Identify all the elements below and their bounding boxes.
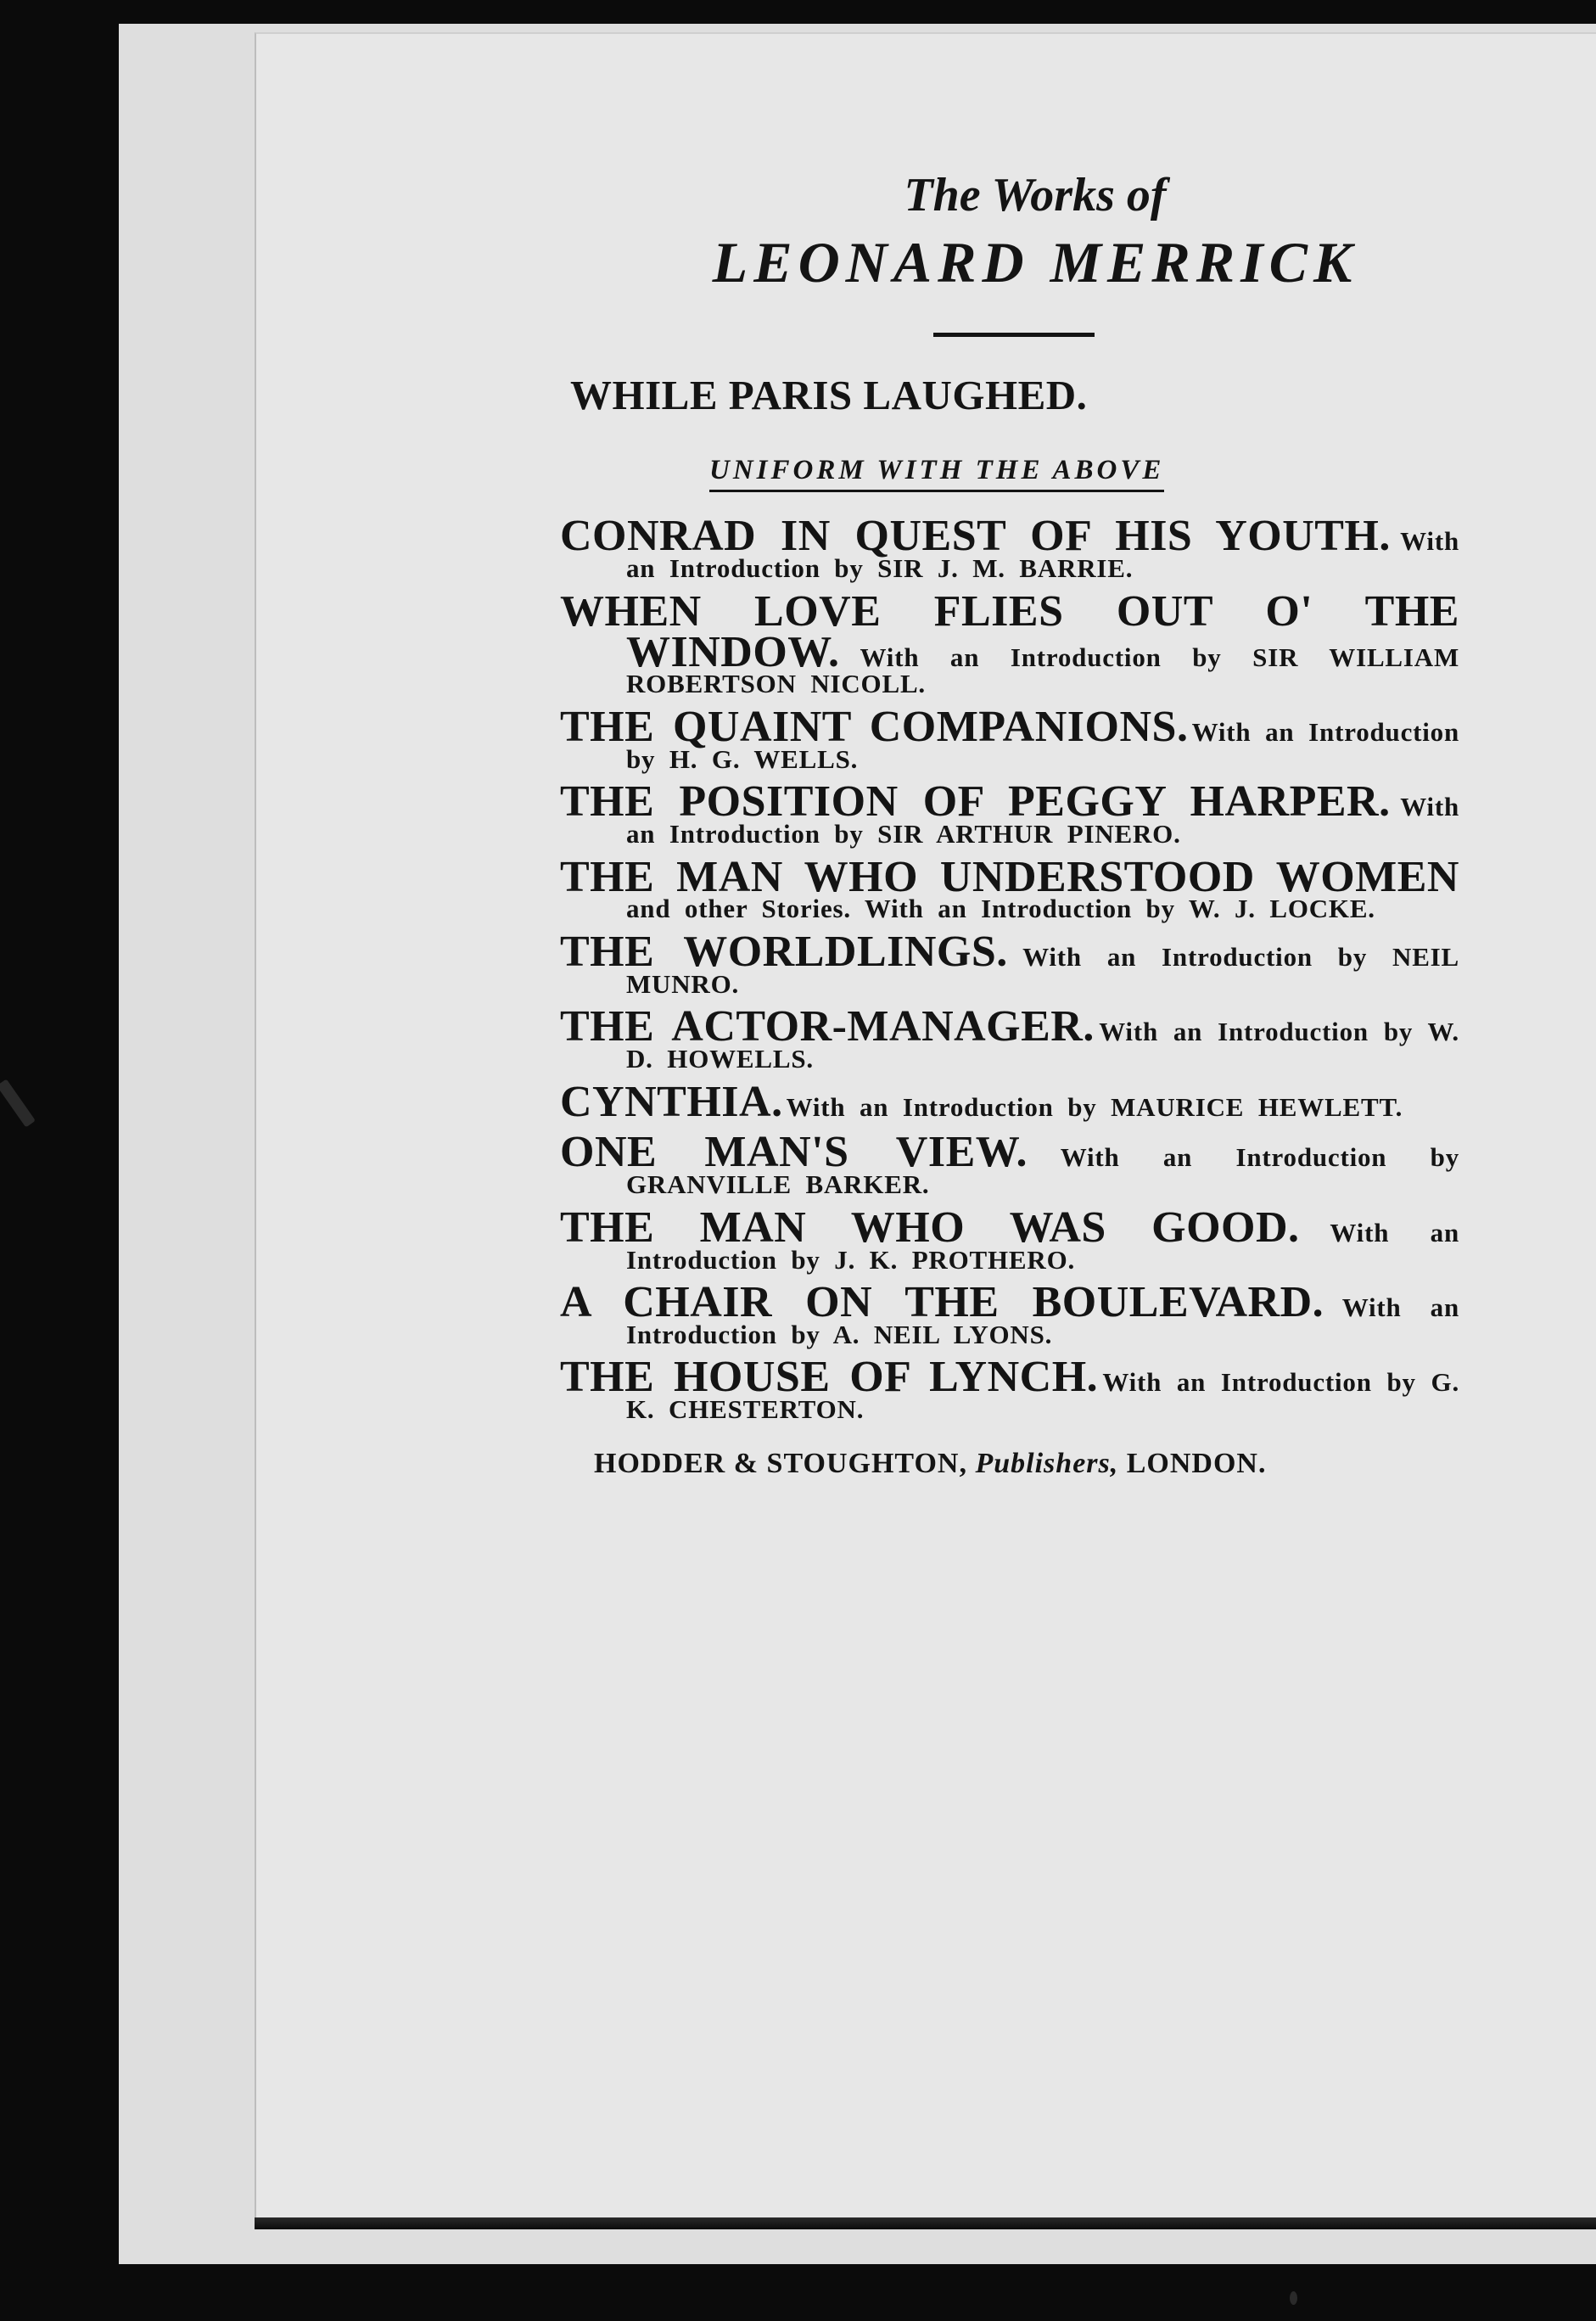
book-entry (560, 1278, 1459, 1349)
book-introduction: With an Introduction by GRANVILLE BARKER. (626, 1142, 1459, 1200)
book-title: WHEN LOVE FLIES OUT O' THE WINDOW. (560, 586, 1459, 676)
advertisement-page (560, 170, 1459, 1480)
author-name: LEONARD MERRICK (712, 229, 1358, 294)
book-title: CYNTHIA. (560, 1077, 783, 1126)
book-list (560, 512, 1460, 1425)
book-title: THE QUAINT COMPANIONS. (560, 702, 1189, 751)
title-rule (933, 333, 1095, 337)
book-entry (560, 1128, 1459, 1200)
book-entry (560, 586, 1460, 699)
book-title: THE ACTOR-MANAGER. (560, 1002, 1095, 1051)
book-title: THE MAN WHO WAS GOOD. (560, 1203, 1300, 1252)
book-entry (560, 1203, 1459, 1275)
book-entry (560, 1353, 1459, 1425)
book-title: A CHAIR ON THE BOULEVARD. (560, 1278, 1324, 1327)
publisher-line (594, 1448, 1459, 1480)
book-entry (560, 777, 1460, 849)
book-entry (560, 702, 1460, 774)
book-introduction: With an Introduction by SIR ARTHUR PINERO. (626, 792, 1460, 849)
book-title: THE POSITION OF PEGGY HARPER. (560, 777, 1391, 827)
book-entry (560, 852, 1459, 924)
publisher-city: LONDON. (1126, 1447, 1267, 1479)
book-title: CONRAD IN QUEST OF HIS YOUTH. (560, 512, 1391, 561)
book-introduction: With an Introduction by SIR WILLIAM ROBERTSON NICOLL. (626, 642, 1460, 699)
book-introduction: With an Introduction by SIR J. M. BARRIE. (626, 526, 1459, 584)
book-introduction: and other Stories. With an Introduction by W. J. LOCKE. (626, 894, 1375, 924)
book-introduction: With an Introduction by G. K. CHESTERTON. (626, 1367, 1459, 1425)
book-introduction: With an Introduction by A. NEIL LYONS. (626, 1292, 1459, 1349)
uniform-note: UNIFORM WITH THE ABOVE (709, 455, 1164, 492)
book-entry (560, 1002, 1459, 1074)
lead-book-title: WHILE PARIS LAUGHED. (570, 372, 1088, 419)
book-title: THE WORLDLINGS. (560, 927, 1008, 976)
series-title: The Works of (904, 169, 1167, 221)
book-entry (560, 512, 1459, 584)
book-introduction: With an Introduction by J. K. PROTHERO. (626, 1217, 1459, 1275)
scan-speck (1290, 2291, 1297, 2305)
book-entry (560, 927, 1460, 999)
book-introduction: With an Introduction by W. D. HOWELLS. (626, 1017, 1459, 1074)
book-introduction: With an Introduction by MAURICE HEWLETT. (786, 1091, 1403, 1122)
book-introduction: With an Introduction by H. G. WELLS. (626, 716, 1460, 774)
book-title: ONE MAN'S VIEW. (560, 1128, 1028, 1177)
scan-speck (0, 1079, 36, 1127)
book-title: THE HOUSE OF LYNCH. (560, 1353, 1099, 1402)
publisher-role: Publishers, (975, 1447, 1119, 1479)
book-introduction: With an Introduction by NEIL MUNRO. (626, 941, 1460, 999)
page-bottom-shadow (255, 2217, 1596, 2229)
publisher-name: HODDER & STOUGHTON, (594, 1447, 967, 1479)
book-entry (560, 1077, 1459, 1126)
book-title: THE MAN WHO UNDERSTOOD WOMEN (560, 852, 1459, 901)
